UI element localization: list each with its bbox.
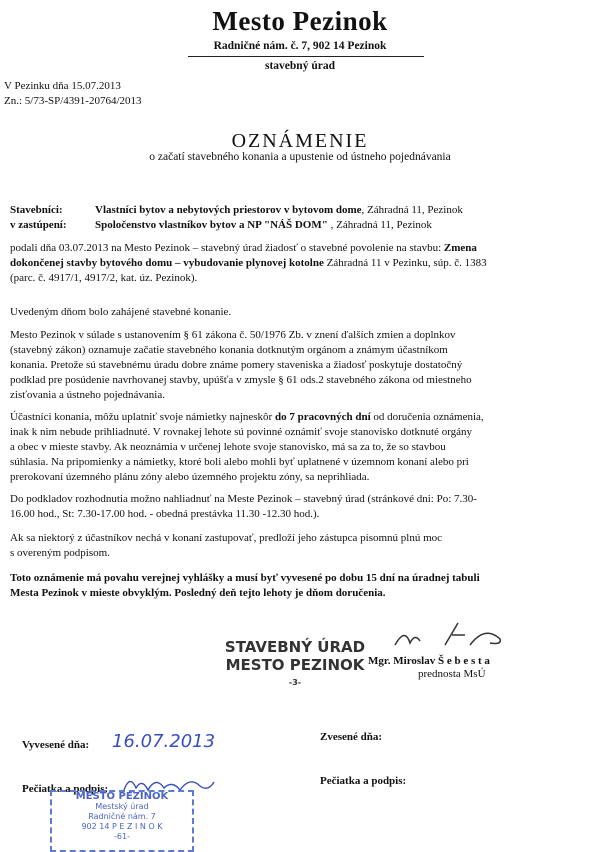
signatory-title: prednosta MsÚ [418,668,486,680]
header-rule [188,56,424,57]
city-address: Radničné nám. č. 7, 902 14 Pezinok [213,40,387,52]
posted-label: Vyvesené dňa: [22,739,90,751]
city-title: Mesto Pezinok [212,6,388,36]
office-stamp: STAVEBNÝ ÚRAD MESTO PEZINOK -3- [224,638,366,687]
notice-subheading: o začatí stavebného konania a upustenie od ústneho pojednávania [149,151,451,163]
started-paragraph: Uvedeným dňom bolo zahájené stavebné konanie. [10,306,232,318]
builders-value: Vlastníci bytov a nebytových priestorov v bytovom dome, Záhradná 11, Pezinok [95,204,463,216]
builders-label: Stavebníci: [10,204,63,216]
removed-label: Zvesené dňa: [320,731,383,743]
request-paragraph: podali dňa 03.07.2013 na Mesto Pezinok – stavebný úrad žiadosť o stavebné povolenie na stavbu: Zmena dokončenej stavby bytového domu – vybudovanie plynovej kotolne Záhradná 11 v Pezinku, súp. č. 1383 (parc. č. 4917/1, 4917/2, kat. úz. Pezinok). [10,242,487,284]
seal-label-left: Pečiatka a podpis: [22,783,109,795]
file-number: Zn.: 5/73-SP/4391-20764/2013 [4,95,142,107]
representation-paragraph: Ak sa niektorý z účastníkov nechá v konaní zastupovať, predloží jeho zástupca písomnú plnú moc s overeným podpisom. [10,532,443,559]
signature-mark [390,615,520,655]
office-name: stavebný úrad [265,60,335,72]
signatory-name: Mgr. Miroslav Š e b e s t a [368,655,490,667]
public-notice-paragraph: Toto oznámenie má povahu verejnej vyhlášky a musí byť vyvesené po dobu 15 dní na úradnej tabuli Mesta Pezinok v mieste obvyklým. Posledný deň tejto lehoty je dňom doručenia. [10,572,480,599]
inspection-paragraph: Do podkladov rozhodnutia možno nahliadnuť na Meste Pezinok – stavebný úrad (stránkové dni: Po: 7.30- 16.00 hod., St: 7.30-17.00 hod. - obedná prestávka 11.30 -12.30 hod.). [10,493,477,520]
place-date: V Pezinku dňa 15.07.2013 [4,80,121,92]
seal-label-right: Pečiatka a podpis: [320,775,407,787]
representative-label: v zastúpení: [10,219,67,231]
posted-office-stamp: MESTO PEZINOK Mestský úrad Radničné nám. 7 902 14 P E Z I N O K -61- [50,790,194,852]
notice-paragraph: Mesto Pezinok v súlade s ustanovením § 61 zákona č. 50/1976 Zb. v znení ďalších zmien a doplnkov (stavebný zákon) oznamuje začatie stavebného konania dotknutým orgánom a známym účastníkom konania. Pretože sú stavebnému úradu dobre známe pomery staveniska a žiadosť poskytuje dostatočný podklad pre posúdenie navrhovanej stavby, upúšťa v zmysle § 61 ods.2 stavebného zákona od miestneho zisťovania a ústneho pojednávania. [10,329,472,401]
posted-date: 16.07.2013 [112,731,216,752]
representative-value: Spoločenstvo vlastníkov bytov a NP "NÁŠ DOM" , Záhradná 11, Pezinok [95,219,432,231]
notice-heading: OZNÁMENIE [231,130,369,152]
objections-paragraph: Účastníci konania, môžu uplatniť svoje námietky najneskôr do 7 pracovných dní od doručenia oznámenia, inak k nim nebude prihliadnuté. V rovnakej lehote sú povinné oznámiť svoje stanovisko dotknuté orgány a obec v mieste stavby. Ak neoznámia v určenej lehote svoje stanovisko, má sa za to, že so stavbou súhlasia. Na pripomienky a námietky, ktoré boli alebo mohli byť uplatnené v územnom konaní alebo pri prerokovaní územného plánu zóny alebo územného projektu zóny, sa neprihliada. [10,411,484,483]
